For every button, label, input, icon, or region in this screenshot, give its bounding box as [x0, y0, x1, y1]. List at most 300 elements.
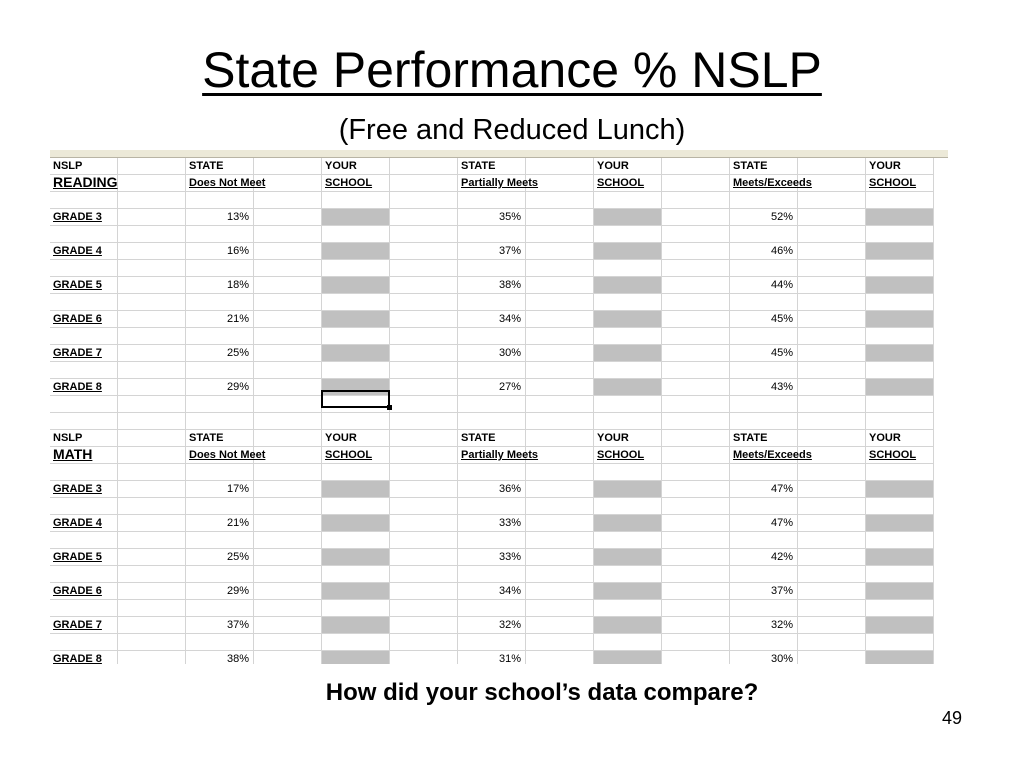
- sheet-cell[interactable]: [798, 532, 866, 548]
- state-value[interactable]: 37%: [186, 617, 254, 633]
- state-value[interactable]: 33%: [458, 549, 526, 565]
- sheet-cell[interactable]: [458, 464, 526, 480]
- state-label[interactable]: STATE: [186, 158, 254, 174]
- sheet-cell[interactable]: [118, 277, 186, 293]
- sheet-cell[interactable]: [118, 328, 186, 344]
- sheet-cell[interactable]: [118, 192, 186, 208]
- school-label[interactable]: SCHOOL: [866, 447, 934, 463]
- category-label[interactable]: Does Not Meet: [186, 175, 254, 191]
- sheet-cell[interactable]: [322, 532, 390, 548]
- state-value[interactable]: 30%: [458, 345, 526, 361]
- selected-cell[interactable]: [321, 390, 390, 408]
- sheet-cell[interactable]: [390, 277, 458, 293]
- sheet-cell[interactable]: [186, 464, 254, 480]
- sheet-cell[interactable]: [118, 566, 186, 582]
- sheet-cell[interactable]: [730, 362, 798, 378]
- sheet-cell[interactable]: [390, 464, 458, 480]
- state-label[interactable]: STATE: [730, 158, 798, 174]
- state-label[interactable]: STATE: [730, 430, 798, 446]
- sheet-cell[interactable]: [798, 617, 866, 633]
- sheet-cell[interactable]: [118, 583, 186, 599]
- sheet-cell[interactable]: [730, 226, 798, 242]
- sheet-cell[interactable]: [866, 413, 934, 429]
- state-label[interactable]: STATE: [458, 158, 526, 174]
- state-value[interactable]: 32%: [458, 617, 526, 633]
- sheet-cell[interactable]: [662, 379, 730, 395]
- category-label[interactable]: Partially Meets: [458, 447, 526, 463]
- sheet-cell[interactable]: [798, 226, 866, 242]
- sheet-cell[interactable]: [594, 600, 662, 616]
- sheet-cell[interactable]: [594, 498, 662, 514]
- school-input-cell[interactable]: [866, 549, 934, 565]
- sheet-cell[interactable]: [662, 345, 730, 361]
- subject-label[interactable]: MATH: [50, 447, 118, 463]
- sheet-cell[interactable]: [254, 583, 322, 599]
- sheet-cell[interactable]: [322, 600, 390, 616]
- sheet-cell[interactable]: [390, 158, 458, 174]
- nslp-label[interactable]: NSLP: [50, 158, 118, 174]
- category-label[interactable]: Partially Meets: [458, 175, 526, 191]
- school-input-cell[interactable]: [322, 209, 390, 225]
- sheet-cell[interactable]: [118, 549, 186, 565]
- sheet-cell[interactable]: [662, 600, 730, 616]
- sheet-cell[interactable]: [50, 566, 118, 582]
- sheet-cell[interactable]: [798, 345, 866, 361]
- sheet-cell[interactable]: [50, 226, 118, 242]
- sheet-cell[interactable]: [662, 617, 730, 633]
- school-input-cell[interactable]: [866, 617, 934, 633]
- sheet-cell[interactable]: [594, 328, 662, 344]
- sheet-cell[interactable]: [526, 617, 594, 633]
- sheet-cell[interactable]: [730, 600, 798, 616]
- state-value[interactable]: 38%: [458, 277, 526, 293]
- school-input-cell[interactable]: [866, 311, 934, 327]
- sheet-cell[interactable]: [798, 651, 866, 664]
- grade-label[interactable]: GRADE 4: [50, 243, 118, 259]
- sheet-cell[interactable]: [322, 226, 390, 242]
- sheet-cell[interactable]: [526, 600, 594, 616]
- state-label[interactable]: STATE: [186, 430, 254, 446]
- sheet-cell[interactable]: [254, 549, 322, 565]
- sheet-cell[interactable]: [118, 447, 186, 463]
- sheet-cell[interactable]: [118, 634, 186, 650]
- sheet-cell[interactable]: [50, 600, 118, 616]
- sheet-cell[interactable]: [322, 498, 390, 514]
- school-input-cell[interactable]: [866, 243, 934, 259]
- your-label[interactable]: YOUR: [322, 430, 390, 446]
- school-input-cell[interactable]: [594, 311, 662, 327]
- sheet-cell[interactable]: [798, 566, 866, 582]
- sheet-cell[interactable]: [526, 379, 594, 395]
- sheet-cell[interactable]: [798, 447, 866, 463]
- state-value[interactable]: 25%: [186, 549, 254, 565]
- grade-label[interactable]: GRADE 7: [50, 617, 118, 633]
- sheet-cell[interactable]: [118, 515, 186, 531]
- sheet-cell[interactable]: [798, 379, 866, 395]
- sheet-cell[interactable]: [390, 311, 458, 327]
- sheet-cell[interactable]: [594, 532, 662, 548]
- sheet-cell[interactable]: [662, 532, 730, 548]
- sheet-cell[interactable]: [186, 226, 254, 242]
- sheet-cell[interactable]: [254, 532, 322, 548]
- sheet-cell[interactable]: [390, 430, 458, 446]
- sheet-cell[interactable]: [50, 498, 118, 514]
- school-input-cell[interactable]: [866, 481, 934, 497]
- grade-label[interactable]: GRADE 7: [50, 345, 118, 361]
- sheet-cell[interactable]: [118, 362, 186, 378]
- sheet-cell[interactable]: [730, 328, 798, 344]
- sheet-cell[interactable]: [798, 481, 866, 497]
- state-value[interactable]: 17%: [186, 481, 254, 497]
- sheet-cell[interactable]: [662, 209, 730, 225]
- sheet-cell[interactable]: [798, 583, 866, 599]
- sheet-cell[interactable]: [254, 566, 322, 582]
- sheet-cell[interactable]: [866, 294, 934, 310]
- state-value[interactable]: 16%: [186, 243, 254, 259]
- sheet-cell[interactable]: [730, 396, 798, 412]
- category-label[interactable]: Does Not Meet: [186, 447, 254, 463]
- state-value[interactable]: 36%: [458, 481, 526, 497]
- school-label[interactable]: SCHOOL: [594, 447, 662, 463]
- grade-label[interactable]: GRADE 4: [50, 515, 118, 531]
- sheet-cell[interactable]: [186, 498, 254, 514]
- sheet-cell[interactable]: [662, 396, 730, 412]
- sheet-cell[interactable]: [526, 447, 594, 463]
- sheet-cell[interactable]: [118, 243, 186, 259]
- sheet-cell[interactable]: [118, 532, 186, 548]
- sheet-cell[interactable]: [254, 498, 322, 514]
- sheet-cell[interactable]: [594, 192, 662, 208]
- sheet-cell[interactable]: [526, 158, 594, 174]
- school-input-cell[interactable]: [322, 583, 390, 599]
- sheet-cell[interactable]: [254, 379, 322, 395]
- sheet-cell[interactable]: [118, 345, 186, 361]
- school-input-cell[interactable]: [594, 277, 662, 293]
- sheet-cell[interactable]: [322, 413, 390, 429]
- sheet-cell[interactable]: [798, 328, 866, 344]
- school-input-cell[interactable]: [594, 209, 662, 225]
- sheet-cell[interactable]: [254, 175, 322, 191]
- sheet-cell[interactable]: [798, 515, 866, 531]
- sheet-cell[interactable]: [526, 532, 594, 548]
- state-value[interactable]: 43%: [730, 379, 798, 395]
- sheet-cell[interactable]: [798, 464, 866, 480]
- sheet-cell[interactable]: [594, 260, 662, 276]
- grade-label[interactable]: GRADE 6: [50, 311, 118, 327]
- sheet-cell[interactable]: [526, 481, 594, 497]
- sheet-cell[interactable]: [662, 566, 730, 582]
- sheet-cell[interactable]: [390, 498, 458, 514]
- sheet-cell[interactable]: [254, 260, 322, 276]
- school-input-cell[interactable]: [322, 617, 390, 633]
- sheet-cell[interactable]: [390, 396, 458, 412]
- sheet-cell[interactable]: [186, 532, 254, 548]
- sheet-cell[interactable]: [254, 464, 322, 480]
- sheet-cell[interactable]: [526, 583, 594, 599]
- sheet-cell[interactable]: [798, 498, 866, 514]
- sheet-cell[interactable]: [254, 617, 322, 633]
- sheet-cell[interactable]: [730, 566, 798, 582]
- sheet-cell[interactable]: [798, 294, 866, 310]
- sheet-cell[interactable]: [254, 447, 322, 463]
- sheet-cell[interactable]: [390, 294, 458, 310]
- sheet-cell[interactable]: [390, 328, 458, 344]
- sheet-cell[interactable]: [730, 294, 798, 310]
- sheet-cell[interactable]: [254, 634, 322, 650]
- sheet-cell[interactable]: [50, 532, 118, 548]
- sheet-cell[interactable]: [50, 294, 118, 310]
- sheet-cell[interactable]: [526, 294, 594, 310]
- sheet-cell[interactable]: [798, 549, 866, 565]
- sheet-cell[interactable]: [390, 634, 458, 650]
- state-value[interactable]: 33%: [458, 515, 526, 531]
- sheet-cell[interactable]: [50, 634, 118, 650]
- school-input-cell[interactable]: [322, 481, 390, 497]
- sheet-cell[interactable]: [866, 600, 934, 616]
- sheet-cell[interactable]: [390, 617, 458, 633]
- sheet-cell[interactable]: [390, 413, 458, 429]
- grade-label[interactable]: GRADE 3: [50, 209, 118, 225]
- sheet-cell[interactable]: [526, 209, 594, 225]
- sheet-cell[interactable]: [662, 226, 730, 242]
- state-value[interactable]: 18%: [186, 277, 254, 293]
- sheet-cell[interactable]: [118, 464, 186, 480]
- school-label[interactable]: SCHOOL: [322, 447, 390, 463]
- sheet-cell[interactable]: [866, 532, 934, 548]
- school-input-cell[interactable]: [594, 243, 662, 259]
- sheet-cell[interactable]: [662, 549, 730, 565]
- sheet-cell[interactable]: [526, 345, 594, 361]
- sheet-cell[interactable]: [186, 634, 254, 650]
- sheet-cell[interactable]: [866, 464, 934, 480]
- state-value[interactable]: 37%: [458, 243, 526, 259]
- sheet-cell[interactable]: [662, 277, 730, 293]
- sheet-cell[interactable]: [662, 175, 730, 191]
- state-value[interactable]: 42%: [730, 549, 798, 565]
- sheet-cell[interactable]: [730, 532, 798, 548]
- sheet-cell[interactable]: [662, 481, 730, 497]
- school-input-cell[interactable]: [594, 379, 662, 395]
- school-input-cell[interactable]: [322, 311, 390, 327]
- sheet-cell[interactable]: [254, 158, 322, 174]
- sheet-cell[interactable]: [730, 464, 798, 480]
- school-input-cell[interactable]: [322, 515, 390, 531]
- sheet-cell[interactable]: [866, 192, 934, 208]
- school-label[interactable]: SCHOOL: [322, 175, 390, 191]
- sheet-cell[interactable]: [254, 311, 322, 327]
- school-input-cell[interactable]: [866, 345, 934, 361]
- sheet-cell[interactable]: [526, 498, 594, 514]
- sheet-cell[interactable]: [866, 396, 934, 412]
- state-value[interactable]: 44%: [730, 277, 798, 293]
- sheet-cell[interactable]: [594, 294, 662, 310]
- state-value[interactable]: 30%: [730, 651, 798, 664]
- sheet-cell[interactable]: [390, 175, 458, 191]
- sheet-cell[interactable]: [798, 192, 866, 208]
- sheet-cell[interactable]: [254, 481, 322, 497]
- sheet-cell[interactable]: [866, 260, 934, 276]
- state-value[interactable]: 45%: [730, 345, 798, 361]
- sheet-cell[interactable]: [594, 634, 662, 650]
- sheet-cell[interactable]: [662, 583, 730, 599]
- state-value[interactable]: 21%: [186, 515, 254, 531]
- sheet-cell[interactable]: [118, 498, 186, 514]
- school-input-cell[interactable]: [866, 277, 934, 293]
- sheet-cell[interactable]: [730, 192, 798, 208]
- sheet-cell[interactable]: [322, 260, 390, 276]
- sheet-cell[interactable]: [322, 192, 390, 208]
- sheet-cell[interactable]: [662, 515, 730, 531]
- sheet-cell[interactable]: [798, 311, 866, 327]
- sheet-cell[interactable]: [458, 413, 526, 429]
- school-label[interactable]: SCHOOL: [866, 175, 934, 191]
- state-value[interactable]: 13%: [186, 209, 254, 225]
- state-value[interactable]: 29%: [186, 583, 254, 599]
- sheet-cell[interactable]: [662, 464, 730, 480]
- sheet-cell[interactable]: [118, 260, 186, 276]
- state-label[interactable]: STATE: [458, 430, 526, 446]
- grade-label[interactable]: GRADE 8: [50, 651, 118, 664]
- category-label[interactable]: Meets/Exceeds: [730, 175, 798, 191]
- sheet-cell[interactable]: [254, 651, 322, 664]
- sheet-cell[interactable]: [254, 396, 322, 412]
- sheet-cell[interactable]: [254, 209, 322, 225]
- sheet-cell[interactable]: [458, 294, 526, 310]
- school-input-cell[interactable]: [594, 549, 662, 565]
- sheet-cell[interactable]: [390, 345, 458, 361]
- state-value[interactable]: 29%: [186, 379, 254, 395]
- sheet-cell[interactable]: [118, 617, 186, 633]
- sheet-cell[interactable]: [390, 566, 458, 582]
- sheet-cell[interactable]: [798, 277, 866, 293]
- sheet-cell[interactable]: [118, 175, 186, 191]
- sheet-cell[interactable]: [390, 260, 458, 276]
- state-value[interactable]: 52%: [730, 209, 798, 225]
- sheet-cell[interactable]: [526, 566, 594, 582]
- sheet-cell[interactable]: [458, 396, 526, 412]
- state-value[interactable]: 35%: [458, 209, 526, 225]
- sheet-cell[interactable]: [458, 192, 526, 208]
- sheet-cell[interactable]: [390, 481, 458, 497]
- sheet-cell[interactable]: [50, 328, 118, 344]
- sheet-cell[interactable]: [50, 464, 118, 480]
- grade-label[interactable]: GRADE 8: [50, 379, 118, 395]
- grade-label[interactable]: GRADE 3: [50, 481, 118, 497]
- sheet-cell[interactable]: [594, 464, 662, 480]
- school-input-cell[interactable]: [594, 345, 662, 361]
- sheet-cell[interactable]: [594, 413, 662, 429]
- sheet-cell[interactable]: [798, 209, 866, 225]
- sheet-cell[interactable]: [458, 566, 526, 582]
- sheet-cell[interactable]: [118, 379, 186, 395]
- sheet-cell[interactable]: [390, 243, 458, 259]
- sheet-cell[interactable]: [254, 192, 322, 208]
- sheet-cell[interactable]: [118, 651, 186, 664]
- sheet-cell[interactable]: [526, 651, 594, 664]
- sheet-cell[interactable]: [458, 362, 526, 378]
- sheet-cell[interactable]: [526, 430, 594, 446]
- sheet-cell[interactable]: [662, 634, 730, 650]
- sheet-cell[interactable]: [390, 447, 458, 463]
- sheet-cell[interactable]: [662, 498, 730, 514]
- school-input-cell[interactable]: [322, 549, 390, 565]
- sheet-cell[interactable]: [866, 328, 934, 344]
- sheet-cell[interactable]: [50, 396, 118, 412]
- sheet-cell[interactable]: [662, 243, 730, 259]
- fill-handle[interactable]: [387, 405, 392, 410]
- your-label[interactable]: YOUR: [866, 430, 934, 446]
- school-input-cell[interactable]: [594, 583, 662, 599]
- sheet-cell[interactable]: [798, 600, 866, 616]
- sheet-cell[interactable]: [254, 345, 322, 361]
- spreadsheet-grid[interactable]: [50, 150, 948, 664]
- subject-label[interactable]: READING: [50, 175, 118, 191]
- sheet-cell[interactable]: [322, 294, 390, 310]
- school-input-cell[interactable]: [866, 651, 934, 664]
- school-input-cell[interactable]: [322, 277, 390, 293]
- school-input-cell[interactable]: [322, 651, 390, 664]
- state-value[interactable]: 47%: [730, 515, 798, 531]
- school-input-cell[interactable]: [322, 345, 390, 361]
- sheet-cell[interactable]: [254, 328, 322, 344]
- sheet-cell[interactable]: [186, 413, 254, 429]
- sheet-cell[interactable]: [866, 634, 934, 650]
- sheet-cell[interactable]: [730, 413, 798, 429]
- sheet-cell[interactable]: [526, 260, 594, 276]
- sheet-cell[interactable]: [798, 175, 866, 191]
- sheet-cell[interactable]: [798, 260, 866, 276]
- sheet-cell[interactable]: [50, 413, 118, 429]
- sheet-cell[interactable]: [866, 362, 934, 378]
- sheet-cell[interactable]: [662, 192, 730, 208]
- school-input-cell[interactable]: [322, 243, 390, 259]
- sheet-cell[interactable]: [458, 328, 526, 344]
- sheet-cell[interactable]: [594, 566, 662, 582]
- sheet-cell[interactable]: [390, 226, 458, 242]
- state-value[interactable]: 45%: [730, 311, 798, 327]
- state-value[interactable]: 25%: [186, 345, 254, 361]
- your-label[interactable]: YOUR: [594, 430, 662, 446]
- sheet-cell[interactable]: [594, 226, 662, 242]
- school-input-cell[interactable]: [594, 481, 662, 497]
- sheet-cell[interactable]: [798, 396, 866, 412]
- your-label[interactable]: YOUR: [866, 158, 934, 174]
- sheet-cell[interactable]: [458, 226, 526, 242]
- grade-label[interactable]: GRADE 5: [50, 549, 118, 565]
- school-input-cell[interactable]: [866, 583, 934, 599]
- nslp-label[interactable]: NSLP: [50, 430, 118, 446]
- sheet-cell[interactable]: [254, 277, 322, 293]
- sheet-cell[interactable]: [118, 226, 186, 242]
- sheet-cell[interactable]: [390, 209, 458, 225]
- sheet-cell[interactable]: [526, 311, 594, 327]
- sheet-cell[interactable]: [662, 362, 730, 378]
- sheet-cell[interactable]: [526, 243, 594, 259]
- sheet-cell[interactable]: [526, 362, 594, 378]
- sheet-cell[interactable]: [526, 175, 594, 191]
- sheet-cell[interactable]: [526, 464, 594, 480]
- sheet-cell[interactable]: [662, 158, 730, 174]
- sheet-cell[interactable]: [798, 243, 866, 259]
- state-value[interactable]: 27%: [458, 379, 526, 395]
- sheet-cell[interactable]: [186, 396, 254, 412]
- sheet-cell[interactable]: [458, 498, 526, 514]
- sheet-cell[interactable]: [186, 192, 254, 208]
- sheet-cell[interactable]: [390, 549, 458, 565]
- sheet-cell[interactable]: [390, 600, 458, 616]
- sheet-cell[interactable]: [662, 413, 730, 429]
- sheet-cell[interactable]: [526, 192, 594, 208]
